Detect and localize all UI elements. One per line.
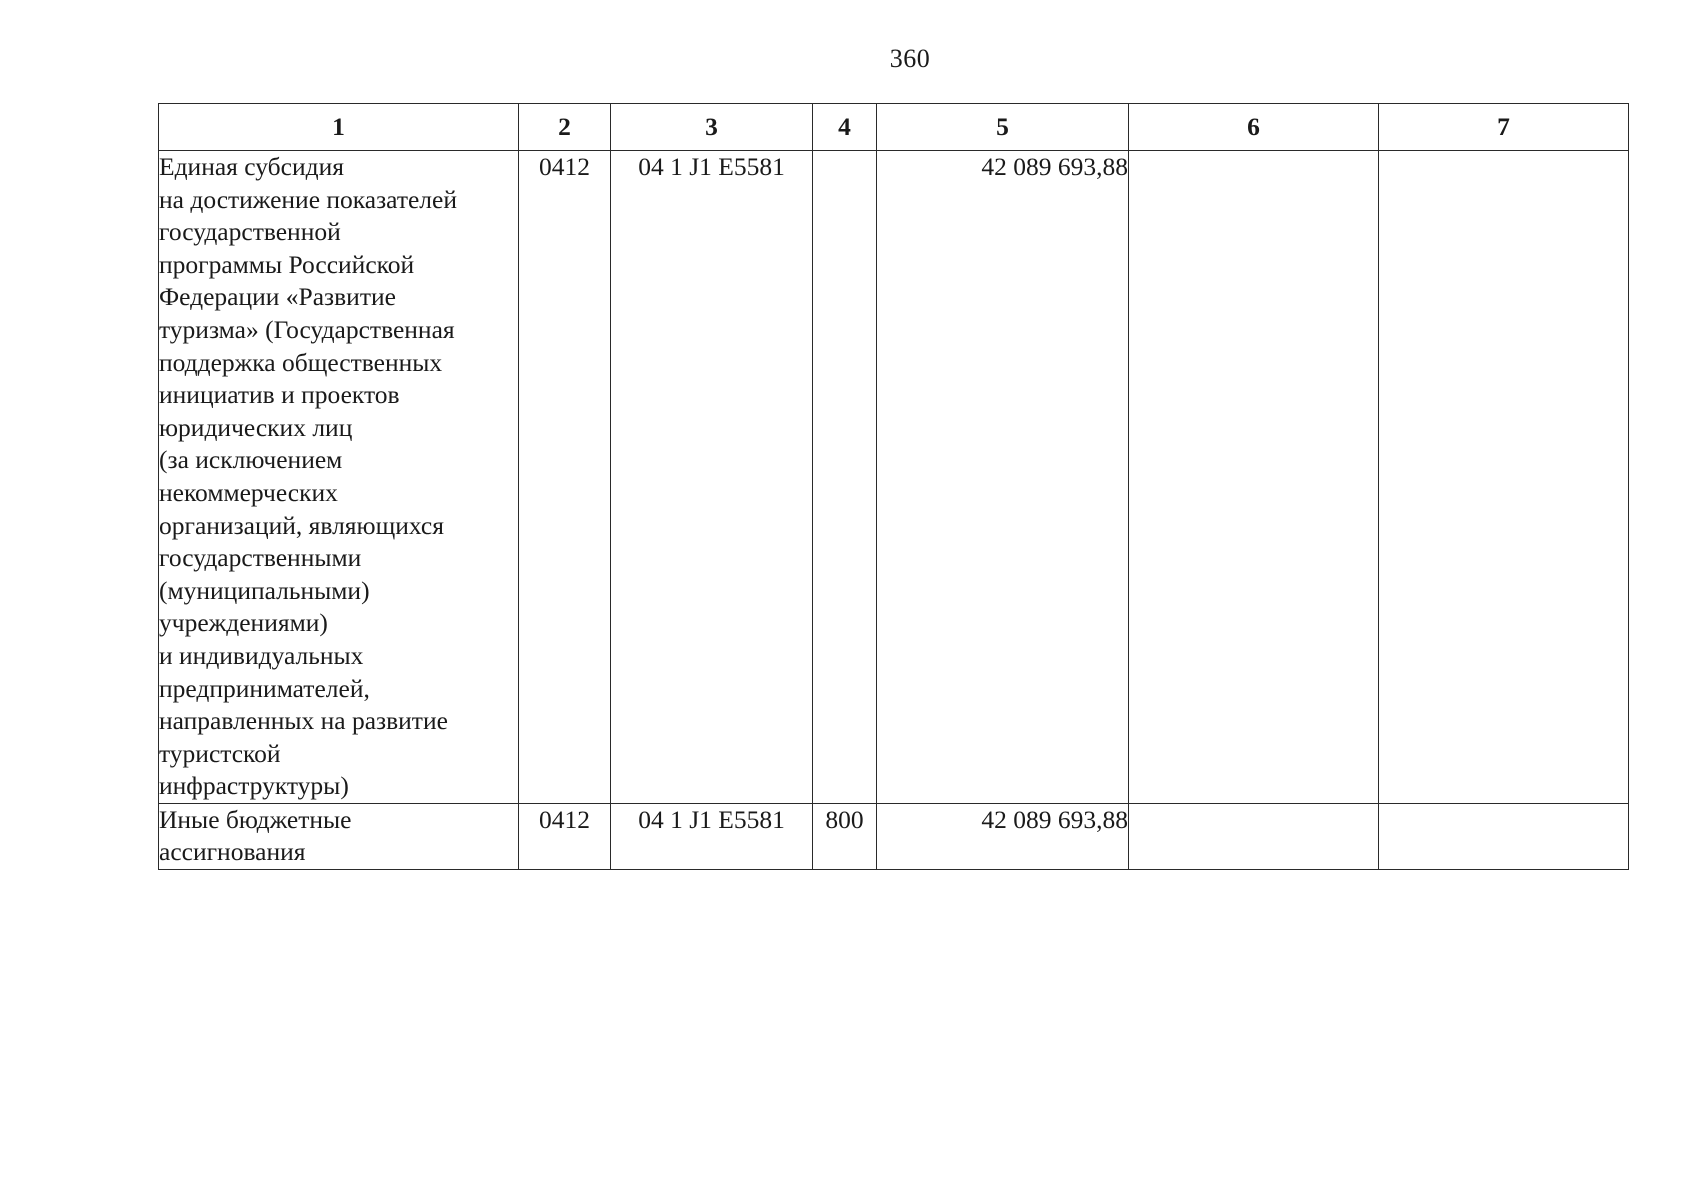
row-name-cell: Единая субсидия на достижение показателей государственной программы Российской Федерации «Развитие туризма» (Государственная поддержка общественных инициатив и проектов юридических лиц (за исключением некоммерческих организаций, являющихся государственными (муниципальными) учреждениями) и индивидуальных предпринимателей, направленных на развитие туристской инфраструктуры) — [159, 151, 519, 804]
row-section-cell: 0412 — [519, 803, 611, 869]
table-header-row — [159, 104, 1629, 151]
header-col-4: 4 — [813, 104, 877, 151]
row-amount-cell: 42 089 693,88 — [877, 151, 1129, 804]
page-number: 360 — [889, 44, 931, 73]
row-target-cell: 04 1 J1 E5581 — [611, 151, 813, 804]
budget-table — [158, 103, 1629, 870]
row-type-cell: 800 — [813, 803, 877, 869]
row-col6-cell — [1129, 151, 1379, 804]
header-col-6: 6 — [1129, 104, 1379, 151]
row-col6-cell — [1129, 803, 1379, 869]
table-row — [159, 151, 1629, 804]
row-col7-cell — [1379, 151, 1629, 804]
row-target-cell: 04 1 J1 E5581 — [611, 803, 813, 869]
row-type-cell — [813, 151, 877, 804]
header-col-7: 7 — [1379, 104, 1629, 151]
row-col7-cell — [1379, 803, 1629, 869]
row-amount-cell: 42 089 693,88 — [877, 803, 1129, 869]
header-col-1: 1 — [159, 104, 519, 151]
header-col-3: 3 — [611, 104, 813, 151]
row-section-cell: 0412 — [519, 151, 611, 804]
header-col-2: 2 — [519, 104, 611, 151]
table-row — [159, 803, 1629, 869]
row-name-cell: Иные бюджетные ассигнования — [159, 803, 519, 869]
header-col-5: 5 — [877, 104, 1129, 151]
